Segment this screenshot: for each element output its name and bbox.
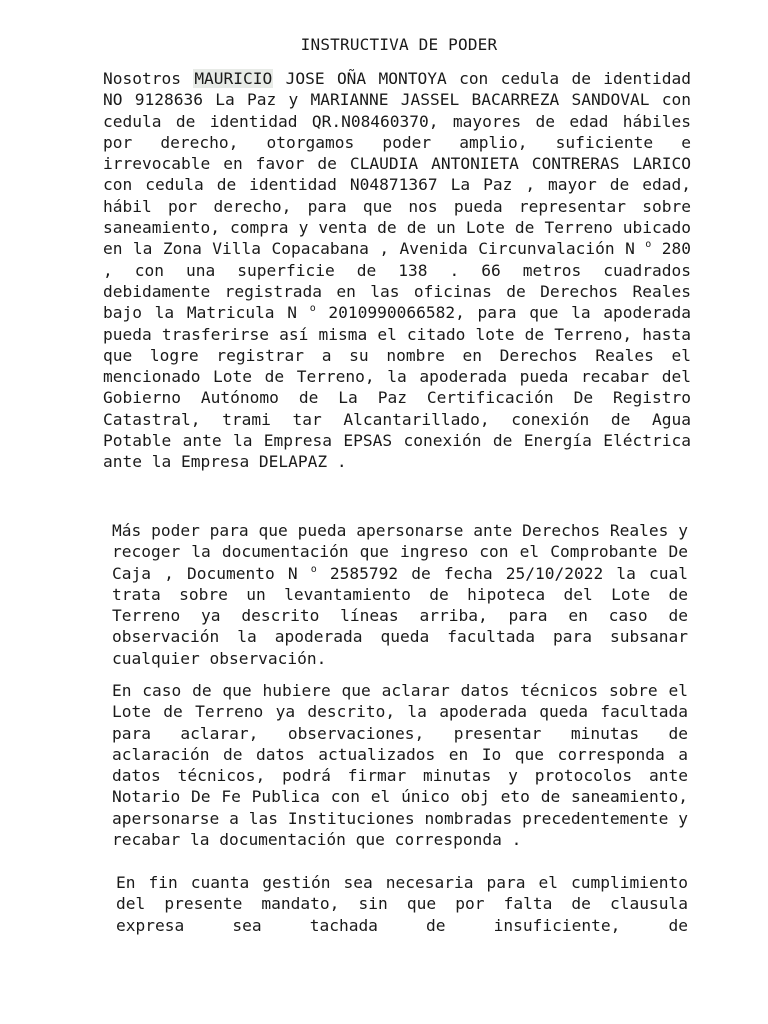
- ordinal-superscript: o: [309, 303, 316, 315]
- paragraph-grant-of-power: [103, 68, 691, 473]
- highlighted-name: MAURICIO: [194, 69, 273, 88]
- ordinal-superscript: o: [645, 239, 652, 251]
- p1-text-3: 280 , con una superficie de 138 . 66 metros cuadrados debidamente registrada en las oficinas de Derechos Reales bajo la Matricula N: [103, 239, 692, 323]
- p2-text-1: Más poder para que pueda apersonarse ante Derechos Reales y recoger la documentación que ingreso con el Comprobante De Caja , Documento N: [112, 521, 688, 583]
- p1-text-1: Nosotros: [103, 69, 194, 88]
- paragraph-technical-data: En caso de que hubiere que aclarar datos técnicos sobre el Lote de Terreno ya descrito, la apoderada queda facultada para aclarar, observaciones, presentar minutas de aclaración de datos actualizados en Io que corresponda a datos técnicos, podrá firmar minutas y protocolos ante Notario De Fe Publica con el único obj eto de saneamiento, apersonarse a las Instituciones nombradas precedentemente y recabar la documentación que corresponda .: [112, 681, 688, 850]
- paragraph-final-mandate: En fin cuanta gestión sea necesaria para el cumplimiento del presente mandato, sin que por falta de clausula expresa sea tachada de insuficiente, de: [116, 873, 688, 935]
- ordinal-superscript: o: [310, 563, 317, 575]
- paragraph-derechos-reales: [112, 520, 688, 669]
- document-title: INSTRUCTIVA DE PODER: [300, 35, 498, 54]
- p1-text-2: JOSE OÑA MONTOYA con cedula de identidad NO 9128636 La Paz y MARIANNE JASSEL BACARREZA SANDOVAL con cedula de identidad QR.N08460370, mayores de edad hábiles por derecho, otorgamos poder amplio, suficiente e irrevocable en favor de CLAUDIA ANTONIETA CONTRERAS LARICO con cedula de identidad N04871367 La Paz , mayor de edad, hábil por derecho, para que nos pueda representar sobre saneamiento, compra y venta de de un Lote de Terreno ubicado en la Zona Villa Copacabana , Avenida Circunvalación N: [103, 69, 691, 259]
- p1-text-4: 2010990066582, para que la apoderada pueda trasferirse así misma el citado lote de Terreno, hasta que logre registrar a su nombre en Derechos Reales el mencionado Lote de Terreno, la apoderada pueda recabar del Gobierno Autónomo de La Paz Certificación De Registro Catastral, trami tar Alcantarillado, conexión de Agua Potable ante la Empresa EPSAS conexión de Energía Eléctrica ante la Empresa DELAPAZ .: [103, 303, 692, 472]
- p2-text-2: 2585792 de fecha 25/10/2022 la cual trata sobre un levantamiento de hipoteca del Lote de Terreno ya descrito líneas arriba, para en caso de observación la apoderada queda facultada para subsanar cualquier observación.: [112, 563, 688, 668]
